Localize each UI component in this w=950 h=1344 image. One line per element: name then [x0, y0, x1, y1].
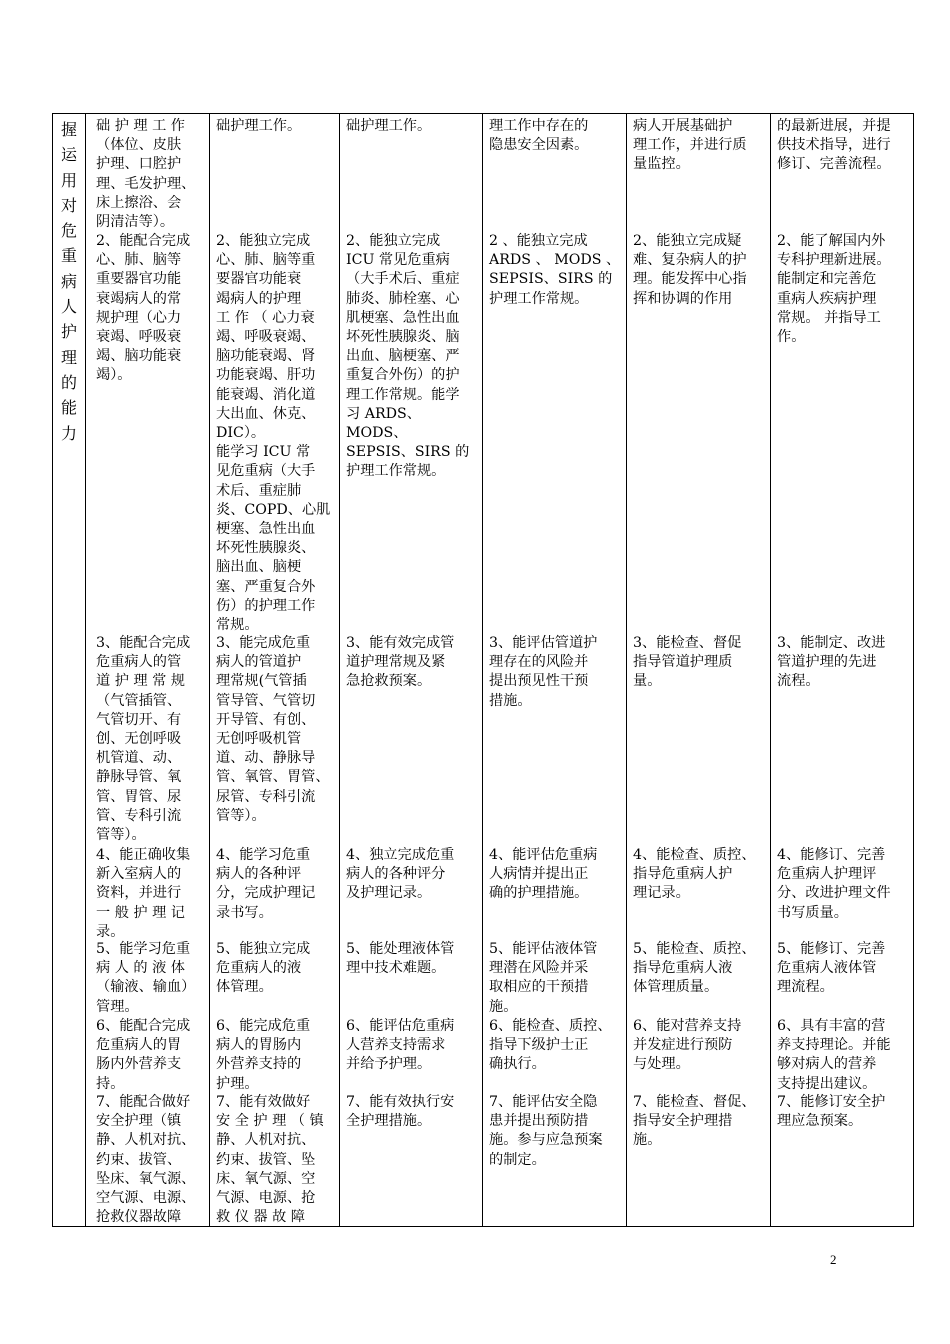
table-cell: 理工作中存在的 隐患安全因素。 [489, 118, 589, 154]
table-cell: 5、能处理液体管 理中技术难题。 [346, 941, 455, 977]
table-cell: 7、能评估安全隐 患并提出预防措 施。参与应急预案 的制定。 [489, 1094, 603, 1168]
category-char: 护 [60, 322, 77, 342]
table-cell: 3、能配合完成 危重病人的管 道 护 理 常 规 （气管插管、 气管切开、有 创、无创呼吸 机管道、动、 静脉导管、氧 管、胃管、尿 管、专科引流 管等）。 [96, 635, 191, 844]
table-cell: 7、能有效做好 安 全 护 理 （ 镇 静、人机对抗、 约束、拔管、坠 床、氧气源、空 气源、电源、抢 救 仪 器 故 障 [216, 1094, 324, 1226]
table-cell: 2 、能独立完成 ARDS 、 MODS 、 SEPSIS、SIRS 的 护理工作常规。 [489, 233, 621, 307]
table-cell: 6、能配合完成 危重病人的胃 肠内外营养支 持。 [96, 1018, 191, 1092]
table-cell: 病人开展基础护 理工作，并进行质 量监控。 [633, 118, 747, 173]
table-cell: 5、能学习危重 病 人 的 液 体 （输液、输血） 管理。 [96, 941, 196, 1015]
table-cell: 3、能有效完成管 道护理常规及紧 急抢救预案。 [346, 635, 455, 690]
category-char: 用 [60, 170, 77, 190]
table-cell: 2、能配合完成 心、肺、脑等 重要器官功能 衰竭病人的常 规护理（心力 衰竭、呼吸衰 竭、脑功能衰 竭）。 [96, 233, 191, 384]
table-cell: 5、能检查、质控、 指导危重病人液 体管理质量。 [633, 941, 756, 996]
column-divider [626, 114, 627, 1226]
table-cell: 7、能检查、督促、 指导安全护理措 施。 [633, 1094, 756, 1149]
column-divider [85, 114, 86, 1226]
category-char: 力 [60, 423, 77, 443]
table-cell: 3、能制定、改进 管道护理的先进 流程。 [777, 635, 886, 690]
table-cell: 6、能对营养支持 并发症进行预防 与处理。 [633, 1018, 742, 1073]
table-cell: 6、具有丰富的营 养支持理论。并能 够对病人的营养 支持提出建议。 [777, 1018, 891, 1092]
category-char: 对 [60, 195, 77, 215]
table-cell: 3、能评估管道护 理存在的风险并 提出预见性干预 措施。 [489, 635, 598, 709]
table-cell: 6、能评估危重病 人营养支持需求 并给予护理。 [346, 1018, 455, 1073]
table-cell: 4、能检查、质控、 指导危重病人护 理记录。 [633, 847, 756, 902]
table-cell: 础护理工作。 [216, 118, 302, 134]
column-divider [770, 114, 771, 1226]
category-char: 握 [60, 120, 77, 139]
competency-table [52, 113, 914, 1227]
table-cell: 4、能修订、完善 危重病人护理评 分、改进护理文件 书写质量。 [777, 847, 891, 921]
table-cell: 4、能正确收集 新入室病人的 资料，并进行 一 般 护 理 记 录。 [96, 847, 191, 940]
category-char: 理 [60, 347, 77, 367]
column-divider [339, 114, 340, 1226]
category-char: 病 [60, 271, 77, 291]
column-divider [482, 114, 483, 1226]
page-number: 2 [830, 1252, 837, 1267]
table-cell: 2、能独立完成 ICU 常见危重病 （大手术后、重症 肺炎、肺栓塞、心 肌梗塞、急性出血 坏死性胰腺炎、脑 出血、脑梗塞、严 重复合外伤）的护 理工作常规。能学 习 ARDS、MODS、 SEPSIS、SIRS 的 护理工作常规。 [346, 233, 470, 480]
category-char: 危 [60, 221, 77, 241]
table-cell: 4、独立完成危重 病人的各种评分 及护理记录。 [346, 847, 455, 902]
table-cell: 7、能修订安全护 理应急预案。 [777, 1094, 886, 1130]
table-cell: 7、能配合做好 安全护理（镇 静、人机对抗、 约束、拔管、 坠床、氧气源、 空气源、电源、 抢救仪器故障 [96, 1094, 196, 1226]
table-cell: 2、能独立完成疑 难、复杂病人的护 理。能发挥中心指 挥和协调的作用 [633, 233, 747, 307]
table-cell: 6、能完成危重 病人的胃肠内 外营养支持的 护理。 [216, 1018, 311, 1092]
table-cell: 4、能学习危重 病人的各种评 分，完成护理记 录书写。 [216, 847, 316, 921]
table-cell: 础 护 理 工 作 （体位、皮肤 护理、口腔护 理、毛发护理、 床上擦浴、会 阴清洁等）。 [96, 118, 196, 231]
table-cell: 础护理工作。 [346, 118, 432, 134]
table-cell: 6、能检查、质控、 指导下级护士正 确执行。 [489, 1018, 612, 1073]
table-cell: 3、能检查、督促 指导管道护理质 量。 [633, 635, 742, 690]
table-cell: 2、能独立完成 心、肺、脑等重 要器官功能衰 竭病人的护理 工 作 （ 心力衰 竭、呼吸衰竭、 脑功能衰竭、肾 功能衰竭、肝功 能衰竭、消化道 大出血、休克、 DIC）。 能学习 ICU 常 见危重病（大手 术后、重症肺 炎、COPD、心肌 梗塞、急性出血 坏死性胰腺炎、 脑出血、脑梗 塞、严重复合外 伤）的护理工作 常规。 [216, 233, 331, 634]
category-char: 人 [60, 297, 77, 317]
category-char: 重 [60, 246, 77, 266]
table-cell: 的最新进展，并提 供技术指导，进行 修订、完善流程。 [777, 118, 891, 173]
table-cell: 5、能评估液体管 理潜在风险并采 取相应的干预措 施。 [489, 941, 598, 1015]
table-cell: 3、能完成危重 病人的管道护 理常规(气管插 管导管、气管切 开导管、有创、 无创呼吸机管 道、动、静脉导 管、氧管、胃管、 尿管、专科引流 管等）。 [216, 635, 330, 824]
table-cell: 4、能评估危重病 人病情并提出正 确的护理措施。 [489, 847, 598, 902]
table-cell: 5、能独立完成 危重病人的液 体管理。 [216, 941, 311, 996]
category-char: 运 [60, 145, 77, 165]
category-char: 的 [60, 372, 77, 392]
column-divider [209, 114, 210, 1226]
table-cell: 7、能有效执行安 全护理措施。 [346, 1094, 455, 1130]
category-label [53, 117, 85, 446]
table-cell: 5、能修订、完善 危重病人液体管 理流程。 [777, 941, 886, 996]
category-char: 能 [60, 398, 77, 418]
table-cell: 2、能了解国内外 专科护理新进展。 能制定和完善危 重病人疾病护理 常规。 并指导工 作。 [777, 233, 891, 346]
